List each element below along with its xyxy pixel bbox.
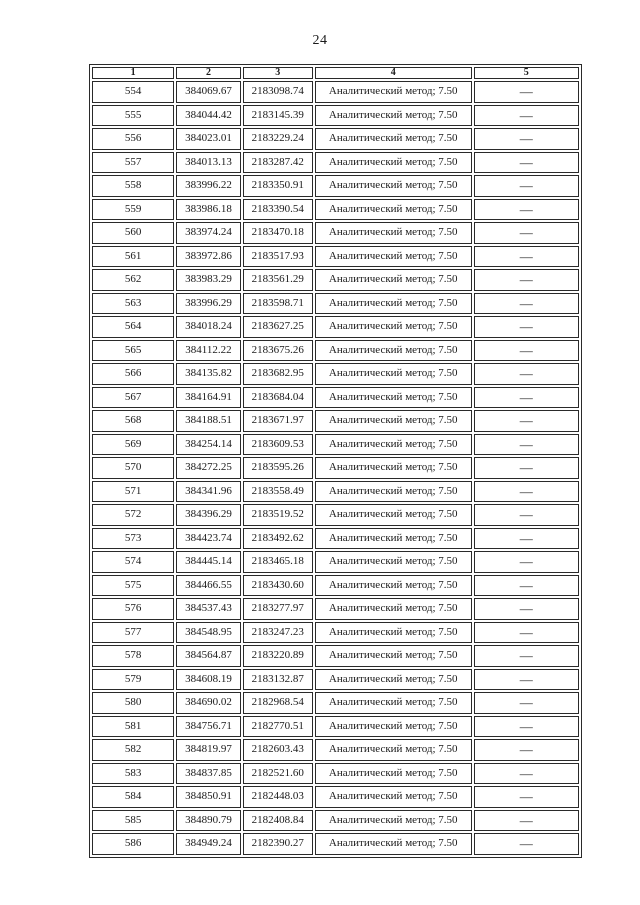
method-cell: Аналитический метод; 7.50 bbox=[315, 293, 472, 315]
table-row bbox=[92, 645, 579, 667]
note-cell: — bbox=[474, 504, 579, 526]
table-row bbox=[92, 763, 579, 785]
note-cell: — bbox=[474, 246, 579, 268]
table-row bbox=[92, 528, 579, 550]
note-cell: — bbox=[474, 669, 579, 691]
y-coordinate-cell: 2183671.97 bbox=[243, 410, 313, 432]
y-coordinate-cell: 2183220.89 bbox=[243, 645, 313, 667]
point-number-cell: 580 bbox=[92, 692, 174, 714]
table-row bbox=[92, 293, 579, 315]
method-cell: Аналитический метод; 7.50 bbox=[315, 175, 472, 197]
x-coordinate-cell: 384756.71 bbox=[176, 716, 240, 738]
point-number-cell: 560 bbox=[92, 222, 174, 244]
note-cell: — bbox=[474, 105, 579, 127]
note-cell: — bbox=[474, 739, 579, 761]
method-cell: Аналитический метод; 7.50 bbox=[315, 246, 472, 268]
point-number-cell: 568 bbox=[92, 410, 174, 432]
table-row bbox=[92, 410, 579, 432]
table-row bbox=[92, 128, 579, 150]
x-coordinate-cell: 384890.79 bbox=[176, 810, 240, 832]
method-cell: Аналитический метод; 7.50 bbox=[315, 810, 472, 832]
x-coordinate-cell: 384819.97 bbox=[176, 739, 240, 761]
table-header-row bbox=[92, 67, 579, 79]
point-number-cell: 573 bbox=[92, 528, 174, 550]
y-coordinate-cell: 2183229.24 bbox=[243, 128, 313, 150]
note-cell: — bbox=[474, 81, 579, 103]
x-coordinate-cell: 384564.87 bbox=[176, 645, 240, 667]
x-coordinate-cell: 384112.22 bbox=[176, 340, 240, 362]
point-number-cell: 565 bbox=[92, 340, 174, 362]
note-cell: — bbox=[474, 810, 579, 832]
y-coordinate-cell: 2183277.97 bbox=[243, 598, 313, 620]
table-row bbox=[92, 152, 579, 174]
note-cell: — bbox=[474, 152, 579, 174]
x-coordinate-cell: 384537.43 bbox=[176, 598, 240, 620]
method-cell: Аналитический метод; 7.50 bbox=[315, 410, 472, 432]
point-number-cell: 575 bbox=[92, 575, 174, 597]
note-cell: — bbox=[474, 410, 579, 432]
y-coordinate-cell: 2183598.71 bbox=[243, 293, 313, 315]
point-number-cell: 582 bbox=[92, 739, 174, 761]
note-cell: — bbox=[474, 575, 579, 597]
note-cell: — bbox=[474, 387, 579, 409]
y-coordinate-cell: 2183247.23 bbox=[243, 622, 313, 644]
point-number-cell: 579 bbox=[92, 669, 174, 691]
column-header: 2 bbox=[176, 67, 240, 79]
method-cell: Аналитический метод; 7.50 bbox=[315, 316, 472, 338]
method-cell: Аналитический метод; 7.50 bbox=[315, 504, 472, 526]
point-number-cell: 555 bbox=[92, 105, 174, 127]
column-header: 1 bbox=[92, 67, 174, 79]
table-row bbox=[92, 81, 579, 103]
table-row bbox=[92, 598, 579, 620]
method-cell: Аналитический метод; 7.50 bbox=[315, 222, 472, 244]
point-number-cell: 574 bbox=[92, 551, 174, 573]
method-cell: Аналитический метод; 7.50 bbox=[315, 739, 472, 761]
point-number-cell: 576 bbox=[92, 598, 174, 620]
point-number-cell: 583 bbox=[92, 763, 174, 785]
method-cell: Аналитический метод; 7.50 bbox=[315, 645, 472, 667]
x-coordinate-cell: 384135.82 bbox=[176, 363, 240, 385]
table-row bbox=[92, 434, 579, 456]
x-coordinate-cell: 384850.91 bbox=[176, 786, 240, 808]
method-cell: Аналитический метод; 7.50 bbox=[315, 575, 472, 597]
y-coordinate-cell: 2183682.95 bbox=[243, 363, 313, 385]
method-cell: Аналитический метод; 7.50 bbox=[315, 528, 472, 550]
y-coordinate-cell: 2183561.29 bbox=[243, 269, 313, 291]
y-coordinate-cell: 2182770.51 bbox=[243, 716, 313, 738]
x-coordinate-cell: 384949.24 bbox=[176, 833, 240, 855]
y-coordinate-cell: 2182521.60 bbox=[243, 763, 313, 785]
column-header: 5 bbox=[474, 67, 579, 79]
table-row bbox=[92, 199, 579, 221]
note-cell: — bbox=[474, 175, 579, 197]
x-coordinate-cell: 384837.85 bbox=[176, 763, 240, 785]
note-cell: — bbox=[474, 434, 579, 456]
point-number-cell: 584 bbox=[92, 786, 174, 808]
x-coordinate-cell: 384272.25 bbox=[176, 457, 240, 479]
x-coordinate-cell: 384608.19 bbox=[176, 669, 240, 691]
note-cell: — bbox=[474, 222, 579, 244]
y-coordinate-cell: 2183627.25 bbox=[243, 316, 313, 338]
table-row bbox=[92, 175, 579, 197]
point-number-cell: 578 bbox=[92, 645, 174, 667]
x-coordinate-cell: 384466.55 bbox=[176, 575, 240, 597]
x-coordinate-cell: 384396.29 bbox=[176, 504, 240, 526]
y-coordinate-cell: 2183684.04 bbox=[243, 387, 313, 409]
x-coordinate-cell: 384044.42 bbox=[176, 105, 240, 127]
note-cell: — bbox=[474, 128, 579, 150]
y-coordinate-cell: 2183465.18 bbox=[243, 551, 313, 573]
y-coordinate-cell: 2183609.53 bbox=[243, 434, 313, 456]
y-coordinate-cell: 2183145.39 bbox=[243, 105, 313, 127]
x-coordinate-cell: 384013.13 bbox=[176, 152, 240, 174]
table-row bbox=[92, 105, 579, 127]
note-cell: — bbox=[474, 786, 579, 808]
point-number-cell: 563 bbox=[92, 293, 174, 315]
table-row bbox=[92, 222, 579, 244]
table-row bbox=[92, 739, 579, 761]
note-cell: — bbox=[474, 481, 579, 503]
method-cell: Аналитический метод; 7.50 bbox=[315, 128, 472, 150]
method-cell: Аналитический метод; 7.50 bbox=[315, 833, 472, 855]
point-number-cell: 567 bbox=[92, 387, 174, 409]
point-number-cell: 581 bbox=[92, 716, 174, 738]
y-coordinate-cell: 2183558.49 bbox=[243, 481, 313, 503]
x-coordinate-cell: 384164.91 bbox=[176, 387, 240, 409]
table-row bbox=[92, 269, 579, 291]
note-cell: — bbox=[474, 622, 579, 644]
y-coordinate-cell: 2183492.62 bbox=[243, 528, 313, 550]
y-coordinate-cell: 2183390.54 bbox=[243, 199, 313, 221]
table-row bbox=[92, 387, 579, 409]
y-coordinate-cell: 2183595.26 bbox=[243, 457, 313, 479]
y-coordinate-cell: 2182968.54 bbox=[243, 692, 313, 714]
x-coordinate-cell: 383974.24 bbox=[176, 222, 240, 244]
y-coordinate-cell: 2183350.91 bbox=[243, 175, 313, 197]
note-cell: — bbox=[474, 269, 579, 291]
page-number: 24 bbox=[312, 33, 328, 48]
x-coordinate-cell: 383986.18 bbox=[176, 199, 240, 221]
point-number-cell: 557 bbox=[92, 152, 174, 174]
method-cell: Аналитический метод; 7.50 bbox=[315, 622, 472, 644]
note-cell: — bbox=[474, 293, 579, 315]
note-cell: — bbox=[474, 692, 579, 714]
x-coordinate-cell: 384254.14 bbox=[176, 434, 240, 456]
x-coordinate-cell: 383996.29 bbox=[176, 293, 240, 315]
y-coordinate-cell: 2183287.42 bbox=[243, 152, 313, 174]
point-number-cell: 569 bbox=[92, 434, 174, 456]
method-cell: Аналитический метод; 7.50 bbox=[315, 269, 472, 291]
table-row bbox=[92, 481, 579, 503]
note-cell: — bbox=[474, 716, 579, 738]
x-coordinate-cell: 384018.24 bbox=[176, 316, 240, 338]
y-coordinate-cell: 2182603.43 bbox=[243, 739, 313, 761]
table-row bbox=[92, 551, 579, 573]
x-coordinate-cell: 384445.14 bbox=[176, 551, 240, 573]
x-coordinate-cell: 384023.01 bbox=[176, 128, 240, 150]
point-number-cell: 566 bbox=[92, 363, 174, 385]
method-cell: Аналитический метод; 7.50 bbox=[315, 692, 472, 714]
x-coordinate-cell: 383972.86 bbox=[176, 246, 240, 268]
note-cell: — bbox=[474, 598, 579, 620]
y-coordinate-cell: 2183132.87 bbox=[243, 669, 313, 691]
table-row bbox=[92, 575, 579, 597]
table-row bbox=[92, 504, 579, 526]
x-coordinate-cell: 384069.67 bbox=[176, 81, 240, 103]
method-cell: Аналитический метод; 7.50 bbox=[315, 551, 472, 573]
method-cell: Аналитический метод; 7.50 bbox=[315, 598, 472, 620]
table-row bbox=[92, 316, 579, 338]
table-row bbox=[92, 669, 579, 691]
x-coordinate-cell: 384690.02 bbox=[176, 692, 240, 714]
coordinates-table bbox=[89, 64, 582, 858]
method-cell: Аналитический метод; 7.50 bbox=[315, 481, 472, 503]
x-coordinate-cell: 384423.74 bbox=[176, 528, 240, 550]
note-cell: — bbox=[474, 316, 579, 338]
column-header: 3 bbox=[243, 67, 313, 79]
method-cell: Аналитический метод; 7.50 bbox=[315, 387, 472, 409]
note-cell: — bbox=[474, 457, 579, 479]
y-coordinate-cell: 2182390.27 bbox=[243, 833, 313, 855]
point-number-cell: 564 bbox=[92, 316, 174, 338]
x-coordinate-cell: 383996.22 bbox=[176, 175, 240, 197]
note-cell: — bbox=[474, 763, 579, 785]
point-number-cell: 570 bbox=[92, 457, 174, 479]
method-cell: Аналитический метод; 7.50 bbox=[315, 363, 472, 385]
note-cell: — bbox=[474, 833, 579, 855]
method-cell: Аналитический метод; 7.50 bbox=[315, 457, 472, 479]
y-coordinate-cell: 2183098.74 bbox=[243, 81, 313, 103]
table-row bbox=[92, 246, 579, 268]
method-cell: Аналитический метод; 7.50 bbox=[315, 199, 472, 221]
table-body bbox=[92, 81, 579, 855]
table-row bbox=[92, 786, 579, 808]
y-coordinate-cell: 2182408.84 bbox=[243, 810, 313, 832]
method-cell: Аналитический метод; 7.50 bbox=[315, 340, 472, 362]
point-number-cell: 559 bbox=[92, 199, 174, 221]
table-row bbox=[92, 622, 579, 644]
x-coordinate-cell: 384188.51 bbox=[176, 410, 240, 432]
note-cell: — bbox=[474, 551, 579, 573]
table-row bbox=[92, 340, 579, 362]
method-cell: Аналитический метод; 7.50 bbox=[315, 105, 472, 127]
note-cell: — bbox=[474, 340, 579, 362]
method-cell: Аналитический метод; 7.50 bbox=[315, 81, 472, 103]
note-cell: — bbox=[474, 199, 579, 221]
y-coordinate-cell: 2183675.26 bbox=[243, 340, 313, 362]
y-coordinate-cell: 2183519.52 bbox=[243, 504, 313, 526]
x-coordinate-cell: 383983.29 bbox=[176, 269, 240, 291]
table-row bbox=[92, 692, 579, 714]
point-number-cell: 586 bbox=[92, 833, 174, 855]
table-row bbox=[92, 833, 579, 855]
table-row bbox=[92, 810, 579, 832]
y-coordinate-cell: 2183430.60 bbox=[243, 575, 313, 597]
x-coordinate-cell: 384548.95 bbox=[176, 622, 240, 644]
point-number-cell: 554 bbox=[92, 81, 174, 103]
point-number-cell: 558 bbox=[92, 175, 174, 197]
method-cell: Аналитический метод; 7.50 bbox=[315, 669, 472, 691]
method-cell: Аналитический метод; 7.50 bbox=[315, 763, 472, 785]
method-cell: Аналитический метод; 7.50 bbox=[315, 786, 472, 808]
y-coordinate-cell: 2183470.18 bbox=[243, 222, 313, 244]
table-row bbox=[92, 363, 579, 385]
note-cell: — bbox=[474, 528, 579, 550]
method-cell: Аналитический метод; 7.50 bbox=[315, 716, 472, 738]
y-coordinate-cell: 2182448.03 bbox=[243, 786, 313, 808]
x-coordinate-cell: 384341.96 bbox=[176, 481, 240, 503]
point-number-cell: 571 bbox=[92, 481, 174, 503]
method-cell: Аналитический метод; 7.50 bbox=[315, 434, 472, 456]
point-number-cell: 556 bbox=[92, 128, 174, 150]
y-coordinate-cell: 2183517.93 bbox=[243, 246, 313, 268]
point-number-cell: 562 bbox=[92, 269, 174, 291]
point-number-cell: 561 bbox=[92, 246, 174, 268]
method-cell: Аналитический метод; 7.50 bbox=[315, 152, 472, 174]
point-number-cell: 577 bbox=[92, 622, 174, 644]
note-cell: — bbox=[474, 645, 579, 667]
point-number-cell: 585 bbox=[92, 810, 174, 832]
note-cell: — bbox=[474, 363, 579, 385]
table-row bbox=[92, 716, 579, 738]
table-row bbox=[92, 457, 579, 479]
column-header: 4 bbox=[315, 67, 472, 79]
point-number-cell: 572 bbox=[92, 504, 174, 526]
